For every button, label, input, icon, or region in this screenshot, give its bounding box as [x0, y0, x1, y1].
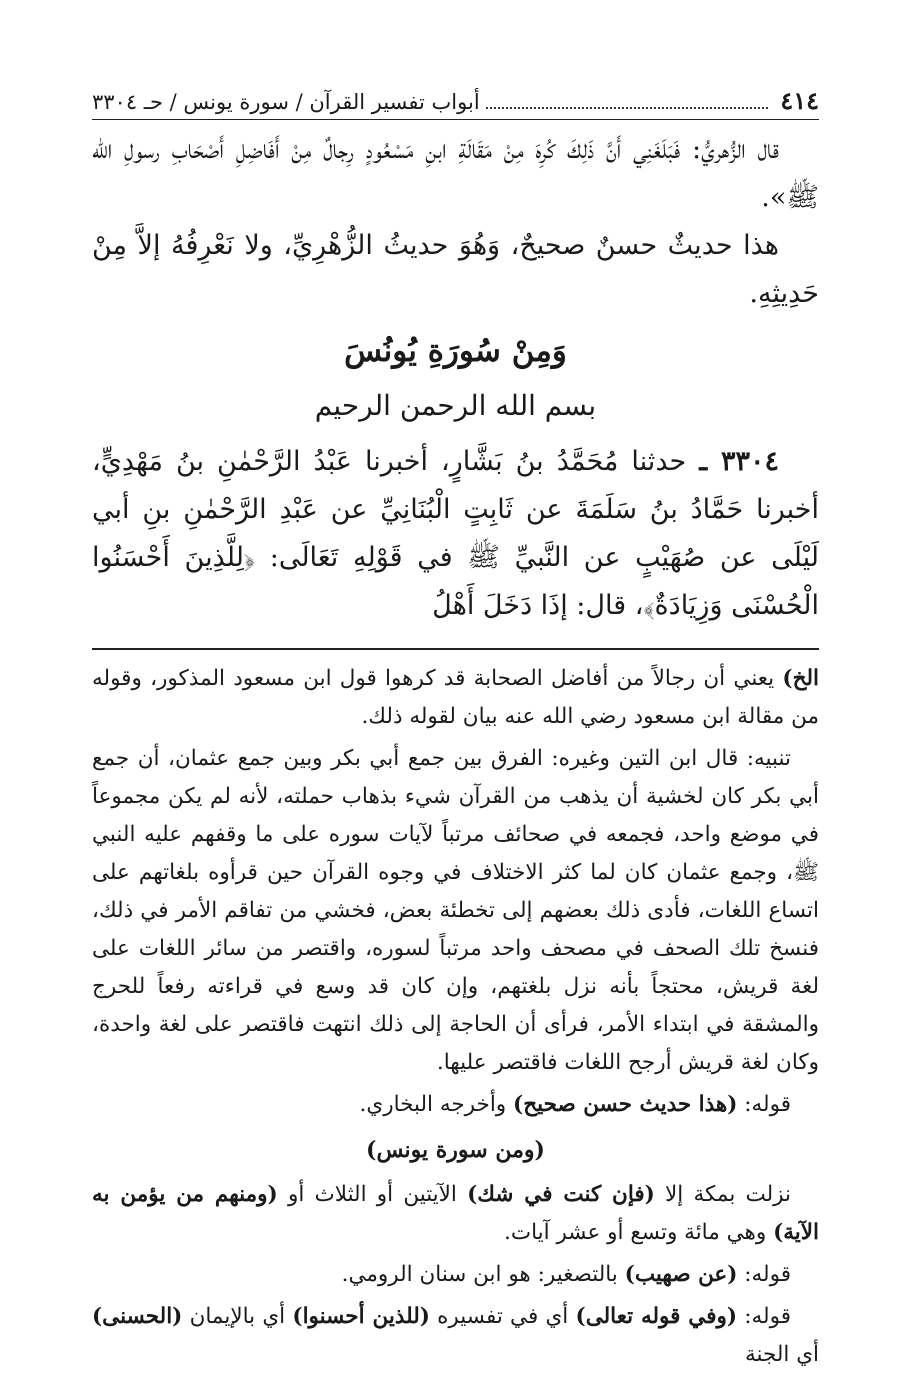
basmala: بسم الله الرحمن الرحيم	[314, 389, 597, 422]
commentary-1-bold: الخ)	[782, 666, 819, 691]
commentary-3-post: وأخرجه البخاري.	[359, 1092, 507, 1117]
commentary-6-bold-3: (الحسنى)	[92, 1304, 183, 1329]
commentary-paragraph-2: تنبيه: قال ابن التين وغيره: الفرق بين جمع أبي بكر وبين جمع عثمان، أن جمع أبي بكر كان لخشية أن يذهب من القرآن شيء بذهاب حملته، لأنه لم يكن مجموعاً في موضع واحد، فجمعه في صحائف مرتباً لآيات سوره على ما وقفهم عليه النبي ﷺ، وجمع عثمان كان لما كثر الاختلاف في وجوه القرآن حين قرأوه بلغاتهم على اتساع اللغات، فأدى ذلك بعضهم إلى تخطئة بعض، فخشي من تفاقم الأمر في ذلك، فنسخ تلك الصحف في مصحف واحد مرتباً لسوره، واقتصر من سائر اللغات على لغة قريش، محتجاً بأنه نزل بلغتهم، وإن كان قد وسع في قراءته رفعاً للحرج والمشقة في ابتداء الأمر، فرأى أن الحاجة إلى ذلك انتهت فاقتصر على لغة واحدة، وكان لغة قريش أرجح اللغات فاقتصر عليها.	[92, 746, 819, 1075]
main-paragraph-2: هذا حديثٌ حسنٌ صحيحٌ، وَهُوَ حديثُ الزُّهْرِيِّ، ولا نَعْرِفُهُ إلاَّ مِنْ حَدِيثِهِ.	[92, 230, 819, 309]
page-number: ٤١٤	[780, 86, 819, 115]
commentary-5-post: بالتصغير: هو ابن سنان الرومي.	[341, 1262, 618, 1287]
hadith-paragraph	[92, 438, 819, 630]
commentary-3-pre: قوله:	[744, 1092, 791, 1117]
commentary-paragraph-1	[92, 660, 819, 736]
commentary-3-bold: (هذا حديث حسن صحيح)	[513, 1092, 738, 1117]
commentary-6-mid-1: أي في تفسيره	[437, 1304, 569, 1329]
commentary-1-text: يعني أن رجالاً من أفاضل الصحابة قد كرهوا قول ابن مسعود المذكور، وقوله من مقالة ابن مسعود رضي الله عنه بيان لقوله ذلك.	[92, 666, 819, 729]
commentary-sub-heading: (ومن سورة يونس)	[366, 1137, 545, 1163]
commentary-4-d: (ومنهم من يؤمن به الآية)	[92, 1182, 819, 1245]
commentary-6-bold-2: (للذين أحسنوا)	[292, 1304, 430, 1329]
running-title: أبواب تفسير القرآن / سورة يونس / حـ ٣٣٠٤	[92, 90, 480, 114]
commentary-4-e: وهي مائة وتسع أو عشر آيات.	[504, 1220, 767, 1245]
commentary-5-bold: (عن صهيب)	[624, 1262, 738, 1287]
commentary-6-post: أي الجنة	[744, 1342, 819, 1367]
commentary-4-c: الآيتين أو الثلاث أو	[287, 1182, 457, 1207]
surah-title: وَمِنْ سُورَةِ يُونُسَ	[344, 333, 567, 369]
commentary-6-bold-1: (وفي قوله تعالى)	[575, 1304, 738, 1329]
commentary-paragraph-4	[92, 1176, 819, 1252]
commentary-paragraph-3	[92, 1086, 819, 1124]
dotted-leader	[486, 106, 769, 109]
main-text	[92, 126, 819, 630]
commentary-paragraph-6	[92, 1298, 819, 1374]
commentary-6-mid-2: أي بالإيمان	[189, 1304, 286, 1329]
hadith-text: حدثنا مُحَمَّدُ بنُ بَشَّارٍ، أخبرنا عَبْدُ الرَّحْمٰنِ بنُ مَهْدِيٍّ، أخبرنا حَمَّادُ بنُ سَلَمَةَ عن ثَابِتٍ الْبُنَانِيِّ عن عَبْدِ الرَّحْمٰنِ بنِ أبي لَيْلَى عن صُهَيْبٍ عن النَّبيِّ ﷺ في قَوْلِهِ تَعَالَى: ﴿لِلَّذِينَ أَحْسَنُوا الْحُسْنَى وَزِيَادَةٌ﴾، قال: إذَا دَخَلَ أَهْلُ	[92, 446, 819, 621]
commentary-6-pre: قوله:	[744, 1304, 791, 1329]
hadith-number: ٣٣٠٤ ـ	[699, 446, 779, 477]
running-header	[92, 86, 819, 120]
commentary-paragraph-5	[92, 1256, 819, 1294]
commentary-5-pre: قوله:	[744, 1262, 791, 1287]
commentary-4-b: (فإن كنت في شك)	[467, 1182, 655, 1207]
main-paragraph-1: قال الزُّهريُّ: فَبَلَغَنِي أَنَّ ذَلِكَ كُرِهَ مِنْ مَقَالَةِ ابنِ مَسْعُودٍ رِجالٌ مِنْ أَفَاضِلِ أَصْحَابِ رسولِ الله ﷺ».	[92, 134, 819, 213]
commentary-4-a: نزلت بمكة إلا	[665, 1182, 792, 1207]
footnote-separator	[92, 648, 819, 650]
commentary	[92, 660, 819, 1374]
